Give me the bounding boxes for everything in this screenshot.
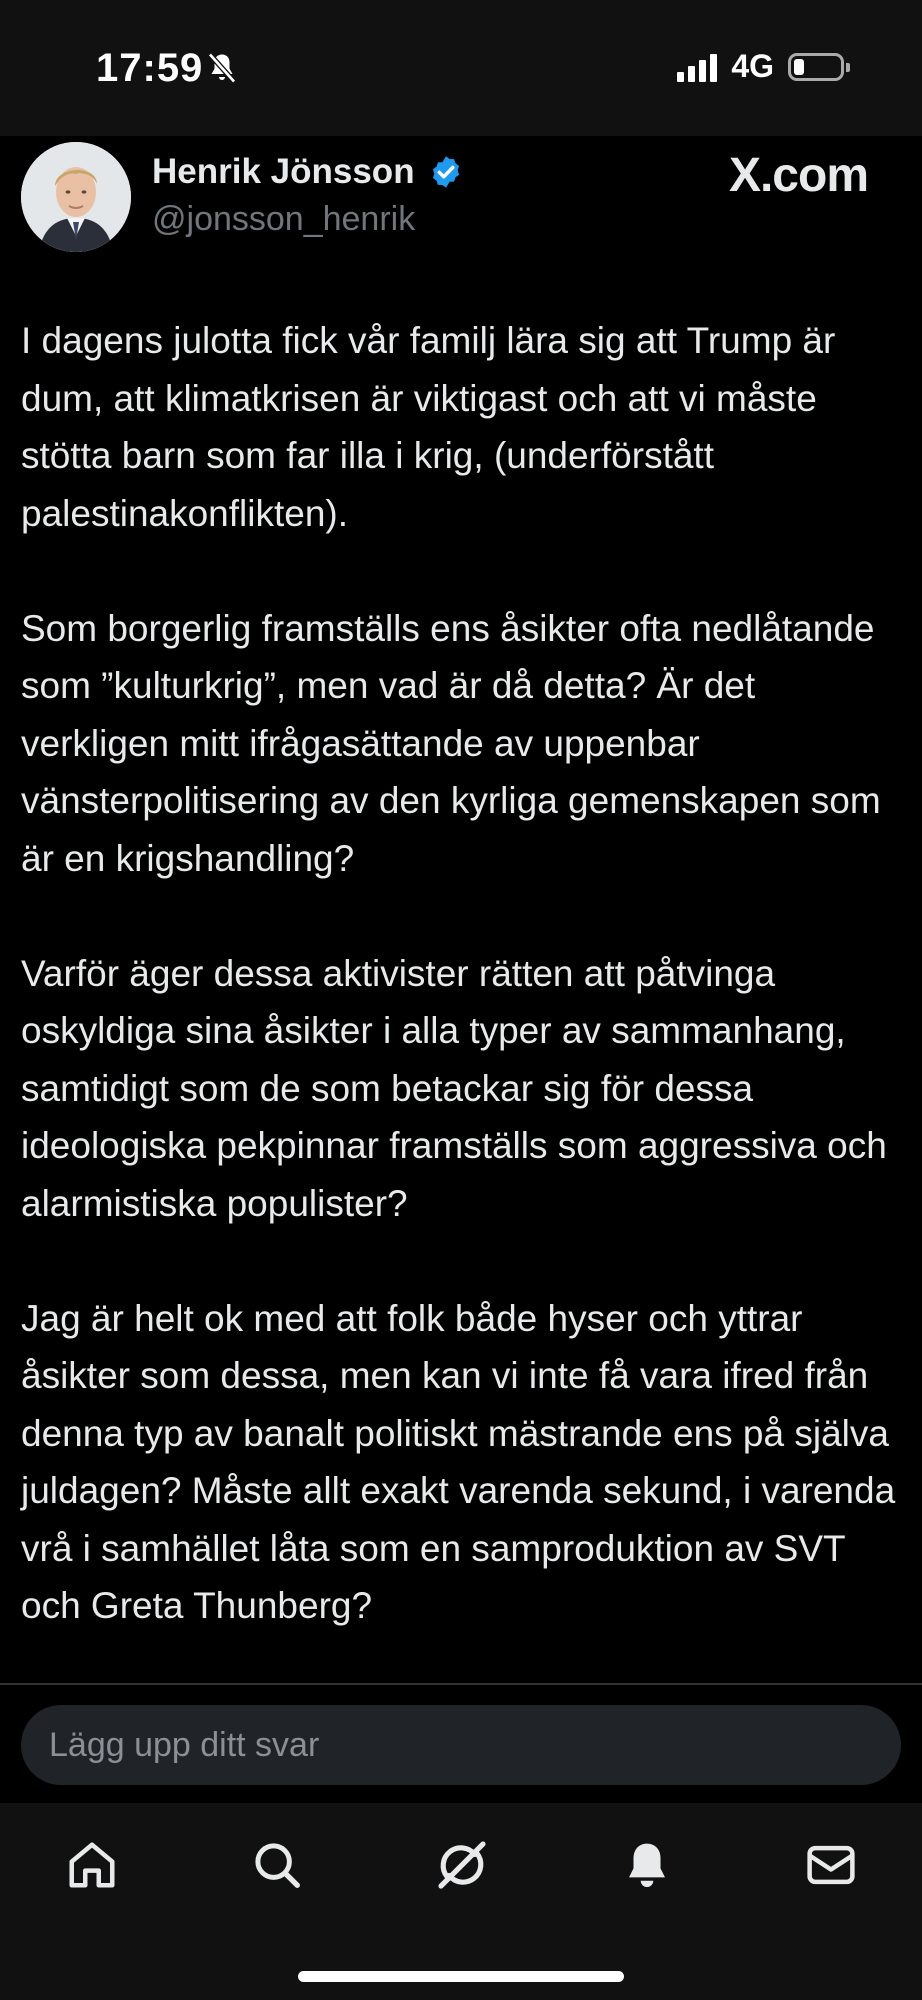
search-icon — [250, 1838, 304, 1892]
status-bar — [0, 0, 922, 136]
tweet-header — [0, 136, 922, 266]
reply-input[interactable] — [21, 1705, 901, 1785]
status-indicators — [677, 48, 844, 85]
verified-badge-icon — [428, 154, 464, 190]
tweet-paragraph: Jag är helt ok med att folk både hyser och yttrar åsikter som dessa, men kan vi inte få vara ifred från denna typ av banalt politiskt mästrande ens på själva juldagen? Måste allt exakt varenda sekund, i varenda vrå i samhället låta som en samproduktion av SVT och Greta Thunberg? — [21, 1297, 896, 1626]
messages-mail-icon — [804, 1838, 858, 1892]
network-type: 4G — [731, 48, 774, 84]
bottom-navigation — [0, 1803, 922, 2000]
author-handle[interactable]: @jonsson_henrik — [152, 200, 416, 238]
site-brand-logo: X.com — [728, 149, 868, 202]
notifications-bell-icon — [620, 1838, 674, 1892]
author-name[interactable]: Henrik Jönsson — [152, 152, 415, 191]
tweet-paragraph: I dagens julotta fick vår familj lära sig att Trump är dum, att klimatkrisen är viktigast och att vi måste stötta barn som far illa i krig, (underförstått palestinakonflikten). — [21, 320, 836, 534]
avatar[interactable] — [21, 142, 131, 252]
tweet-text — [21, 312, 901, 1692]
battery-icon — [788, 53, 844, 81]
tweet-paragraph: Varför äger dessa aktivister rätten att påtvinga oskyldiga sina åsikter i alla typer av sammanhang, samtidigt som de som betackar sig för dessa ideologiska pekpinnar framställs som aggressiva och alarmistiska populister? — [21, 952, 887, 1224]
bell-slash-icon — [204, 50, 240, 86]
nav-notifications-button[interactable] — [617, 1835, 677, 1895]
tweet-paragraph: Som borgerlig framställs ens åsikter ofta nedlåtande som ”kulturkrig”, men vad är då detta? Är det verkligen mitt ifrågasättande av uppenbar vänsterpolitisering av den kyrliga gemenskapen som är en krigshandling? — [21, 607, 881, 879]
status-time: 17:59 — [96, 46, 204, 90]
nav-messages-button[interactable] — [801, 1835, 861, 1895]
home-indicator[interactable] — [298, 1971, 624, 1982]
reply-composer — [0, 1685, 922, 1803]
cellular-signal-icon — [677, 52, 717, 82]
nav-grok-button[interactable] — [432, 1835, 492, 1895]
avatar-image — [21, 142, 131, 252]
nav-search-button[interactable] — [247, 1835, 307, 1895]
nav-home-button[interactable] — [62, 1835, 122, 1895]
home-icon — [65, 1838, 119, 1892]
grok-icon — [434, 1837, 490, 1893]
